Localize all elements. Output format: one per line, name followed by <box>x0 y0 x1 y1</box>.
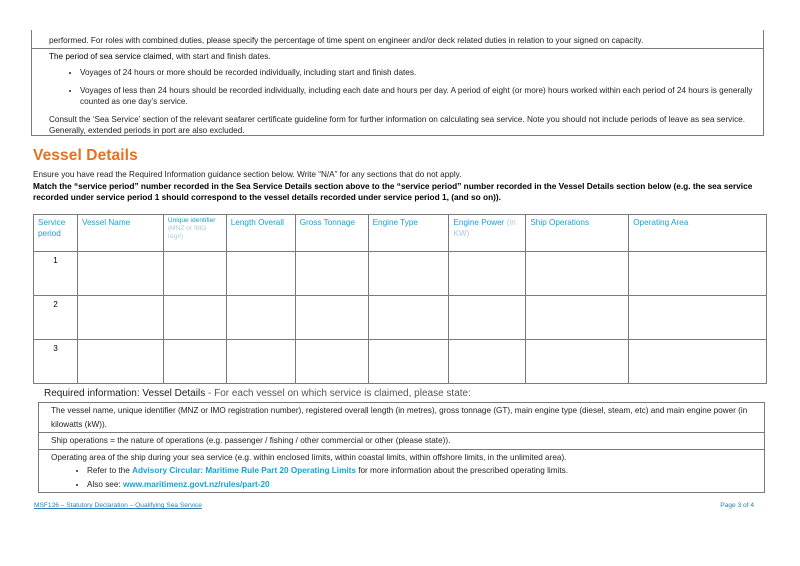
operating-area-references <box>51 464 760 491</box>
header-engine-power-note: (in KW) <box>453 218 516 238</box>
guidance-note: Consult the ‘Sea Service’ section of the relevant seafarer certificate guideline form for further information on calculating sea service. Note you should not include periods of leave as sea service. Generally, extended periods in port are also excluded. <box>49 114 746 135</box>
header-service-period: Service period <box>34 215 78 252</box>
gross-tonnage-cell[interactable] <box>295 296 368 340</box>
required-info-heading <box>44 388 471 399</box>
advisory-circular-link[interactable]: Advisory Circular: Maritime Rule Part 20 Operating Limits <box>132 466 356 475</box>
table-row <box>34 296 767 340</box>
ship-operations-cell[interactable] <box>526 252 629 296</box>
engine-type-cell[interactable] <box>368 296 449 340</box>
unique-identifier-cell[interactable] <box>163 252 226 296</box>
engine-power-cell[interactable] <box>449 340 526 384</box>
header-engine-type: Engine Type <box>368 215 449 252</box>
engine-type-cell[interactable] <box>368 340 449 384</box>
vessel-name-cell[interactable] <box>77 252 163 296</box>
vessel-name-cell[interactable] <box>77 340 163 384</box>
length-overall-cell[interactable] <box>226 340 295 384</box>
unique-identifier-cell[interactable] <box>163 340 226 384</box>
gross-tonnage-cell[interactable] <box>295 340 368 384</box>
operating-area-cell[interactable] <box>629 296 767 340</box>
header-unique-identifier-note: (MNZ or IMO reg#) <box>167 225 207 240</box>
service-period-number: 1 <box>34 252 78 296</box>
operating-area-cell[interactable] <box>629 252 767 296</box>
gross-tonnage-cell[interactable] <box>295 252 368 296</box>
voyage-rules-list <box>49 67 755 108</box>
ship-operations-cell[interactable] <box>526 296 629 340</box>
required-info-heading-rest: - For each vessel on which service is claimed, please state: <box>205 388 471 399</box>
required-info-vessel: The vessel name, unique identifier (MNZ or IMO registration number), registered overall length (in metres), gross tonnage (GT), main engine type (diesel, steam, etc) and main engine power (in kilowatts (kW)). <box>39 403 764 433</box>
service-period-number: 3 <box>34 340 78 384</box>
header-operating-area: Operating Area <box>629 215 767 252</box>
header-length-overall: Length Overall <box>226 215 295 252</box>
header-engine-power <box>449 215 526 252</box>
engine-power-cell[interactable] <box>449 296 526 340</box>
guidance-continuation: performed. For roles with combined duties, please specify the percentage of time spent on engineer and/or deck related duties in relation to your signed on capacity. <box>32 34 763 49</box>
header-unique-identifier-label: Unique identifier <box>167 217 216 224</box>
operating-area-description: Operating area of the ship during your sea service (e.g. within enclosed limits, within coastal limits, within offshore limits, in the unlimited area). <box>51 452 567 462</box>
required-info-ship-operations: Ship operations = the nature of operations (e.g. passenger / fishing / other commercial or other (please state)). <box>39 433 764 450</box>
form-reference: MSF126 – Statutory Declaration – Qualifying Sea Service <box>34 502 202 509</box>
maritime-rules-link[interactable]: www.maritimenz.govt.nz/rules/part-20 <box>122 479 270 489</box>
also-see-prefix: Also see: <box>87 479 123 489</box>
header-vessel-name: Vessel Name <box>77 215 163 252</box>
reference-prefix: Refer to the <box>87 466 133 475</box>
header-gross-tonnage: Gross Tonnage <box>295 215 368 252</box>
header-unique-identifier <box>163 215 226 252</box>
table-header-row <box>34 215 767 252</box>
table-row <box>34 252 767 296</box>
required-info-box <box>38 402 765 493</box>
vessel-name-cell[interactable] <box>77 296 163 340</box>
header-engine-power-label: Engine Power <box>453 218 505 227</box>
service-period-number: 2 <box>34 296 78 340</box>
length-overall-cell[interactable] <box>226 252 295 296</box>
list-item: • Voyages of 24 hours or more should be recorded individually, including start and finish dates. <box>80 67 755 79</box>
intro-match-instruction: Match the “service period” number recorded in the Sea Service Details section above to the “service period” number recorded in the Vessel Details section below (e.g. the sea service recorded under service period 1 should correspond to the vessel details recorded under service period 1, (and so on)). <box>33 181 753 202</box>
engine-power-cell[interactable] <box>449 252 526 296</box>
required-info-operating-area <box>39 450 764 493</box>
reference-suffix: for more information about the prescribed operating limits. <box>355 466 568 475</box>
list-item <box>87 464 760 478</box>
list-item: • Voyages of less than 24 hours should be recorded individually, including each date and hours per day. A period of eight (or more) hours worked within each period of 24 hours is generally counted as one day’s service. <box>80 85 755 108</box>
period-of-sea-service-label: The period of sea service claimed <box>49 51 172 61</box>
intro-instruction: Ensure you have read the Required Information guidance section below. Write “N/A” for any sections that do not apply. <box>33 170 462 179</box>
unique-identifier-cell[interactable] <box>163 296 226 340</box>
vessel-details-table <box>33 214 767 384</box>
operating-area-cell[interactable] <box>629 340 767 384</box>
required-info-heading-label: Required information: Vessel Details <box>44 388 206 399</box>
page-number: Page 3 of 4 <box>720 502 754 509</box>
period-of-sea-service-rest: , with start and finish dates. <box>171 51 271 61</box>
ship-operations-cell[interactable] <box>526 340 629 384</box>
table-row <box>34 340 767 384</box>
engine-type-cell[interactable] <box>368 252 449 296</box>
period-of-sea-service-line <box>49 51 755 63</box>
header-ship-operations: Ship Operations <box>526 215 629 252</box>
sea-service-guidance-box <box>31 30 764 136</box>
length-overall-cell[interactable] <box>226 296 295 340</box>
list-item <box>87 478 760 492</box>
page-title: Vessel Details <box>33 147 138 164</box>
